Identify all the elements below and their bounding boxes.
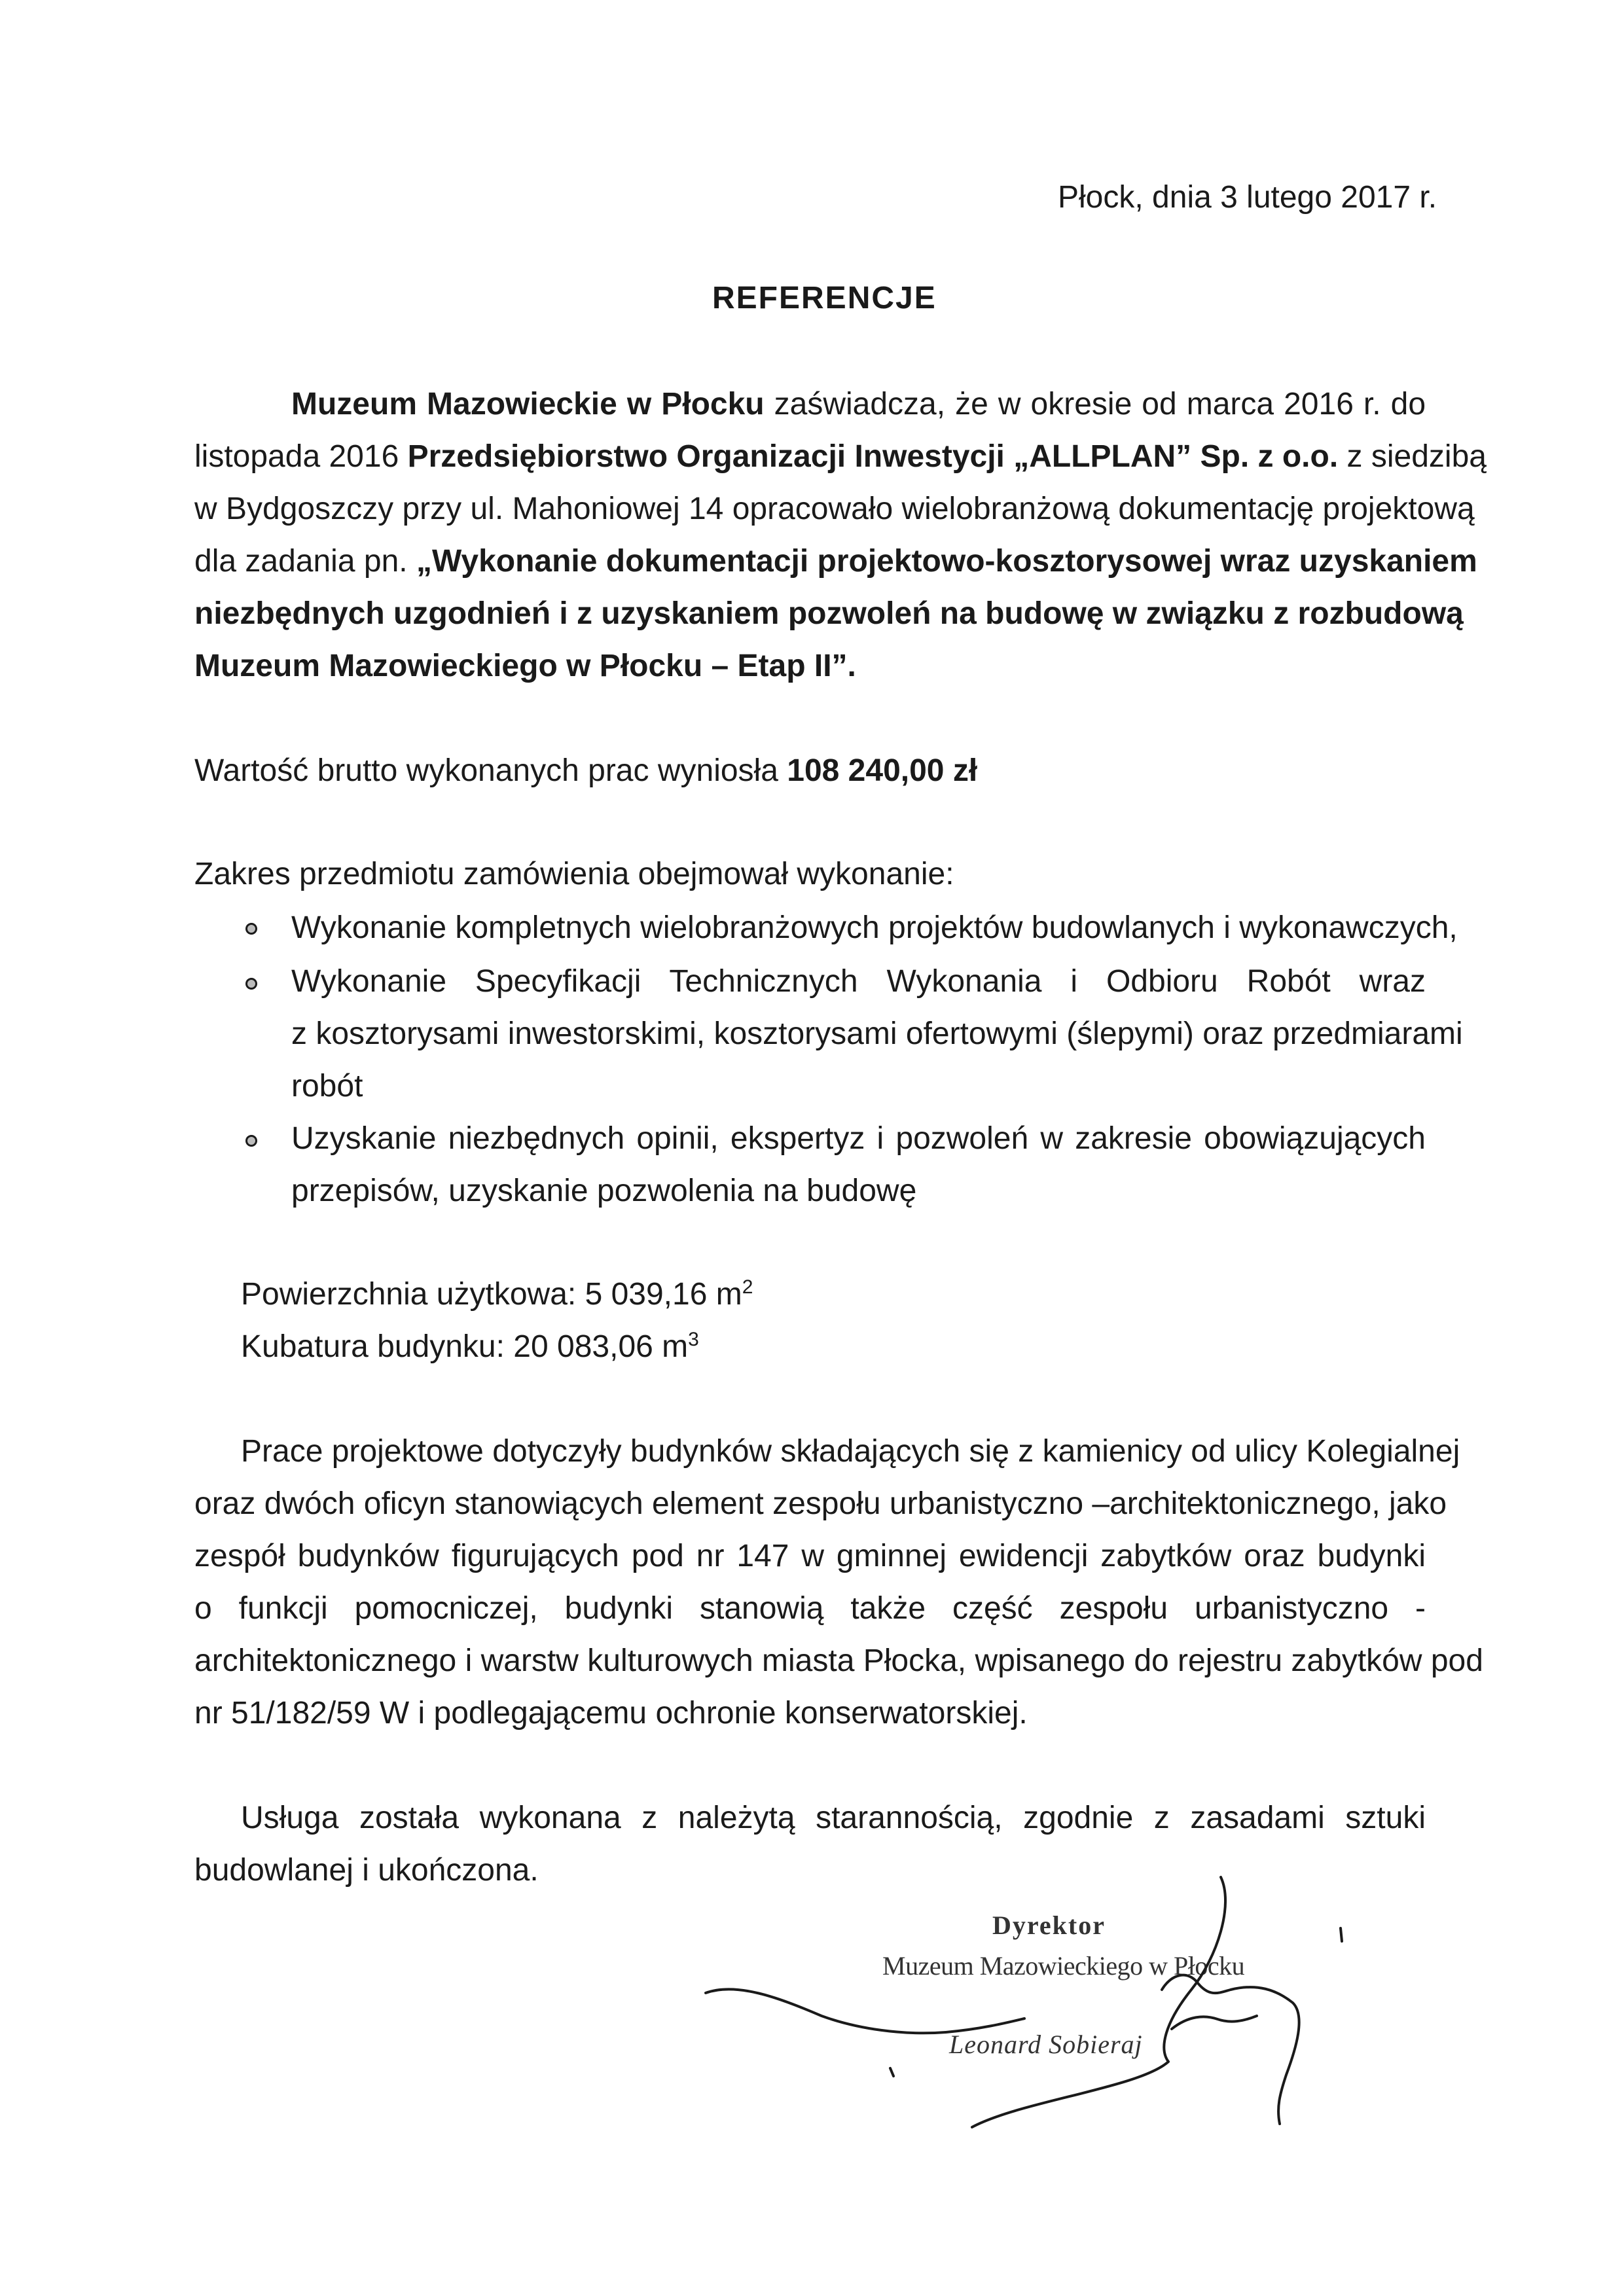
task-name: „Wykonanie dokumentacji projektowo-kosztorysowej wraz uzyskaniem (416, 544, 1477, 579)
intro-line-2: listopada 2016 Przedsiębiorstwo Organizacji Inwestycji „ALLPLAN” Sp. z o.o. z siedzibą (194, 439, 1487, 474)
closing-line-1: Usługa została wykonana z należytą starannością, zgodnie z zasadami sztuki (241, 1801, 1426, 1835)
signatory-name: Leonard Sobieraj (949, 2030, 1143, 2059)
place-date: Płock, dnia 3 lutego 2017 r. (1058, 180, 1437, 215)
scope-item-2-line-1: Wykonanie Specyfikacji Technicznych Wykonania i Odbioru Robót wraz (291, 964, 1426, 999)
scope-item-2-line-3: robót (291, 1069, 363, 1103)
contract-amount: 108 240,00 zł (787, 753, 978, 788)
works-line-1: Prace projektowe dotyczyły budynków składających się z kamienicy od ulicy Kolegialnej (241, 1434, 1460, 1469)
scope-item-2-line-2: z kosztorysami inwestorskimi, kosztorysami ofertowymi (ślepymi) oraz przedmiarami (291, 1016, 1463, 1051)
intro-line-6: Muzeum Mazowieckiego w Płocku – Etap II”. (194, 649, 856, 683)
bullet-icon (245, 978, 257, 990)
intro-line-3: w Bydgoszczy przy ul. Mahoniowej 14 opracowało wielobranżową dokumentację projektową (194, 492, 1475, 526)
scope-item-1: Wykonanie kompletnych wielobranżowych projektów budowlanych i wykonawczych, (291, 910, 1458, 945)
signatory-role: Dyrektor (992, 1910, 1106, 1940)
works-line-5: architektonicznego i warstw kulturowych miasta Płocka, wpisanego do rejestru zabytków pod (194, 1643, 1483, 1678)
intro-line-4: dla zadania pn. „Wykonanie dokumentacji projektowo-kosztorysowej wraz uzyskaniem (194, 544, 1477, 579)
scope-item-3-line-1: Uzyskanie niezbędnych opinii, ekspertyz i pozwoleń w zakresie obowiązujących (291, 1121, 1426, 1156)
company-name: Przedsiębiorstwo Organizacji Inwestycji „ALLPLAN” Sp. z o.o. (407, 439, 1339, 474)
works-line-3: zespół budynków figurujących pod nr 147 w gminnej ewidencji zabytków oraz budynki (194, 1539, 1426, 1573)
document-title: REFERENCJE (712, 281, 937, 315)
scope-heading: Zakres przedmiotu zamówienia obejmował wykonanie: (194, 857, 954, 891)
closing-line-2: budowlanej i ukończona. (194, 1853, 539, 1888)
building-volume: Kubatura budynku: 20 083,06 $m^3$ (241, 1329, 699, 1364)
bullet-icon (245, 1135, 257, 1147)
intro-line-5: niezbędnych uzgodnień i z uzyskaniem pozwoleń na budowę w związku z rozbudową (194, 596, 1464, 631)
works-line-4: o funkcji pomocniczej, budynki stanowią także część zespołu urbanistyczno - (194, 1591, 1426, 1626)
signatory-institution: Muzeum Mazowieckiego w Płocku (882, 1951, 1245, 1981)
works-line-2: oraz dwóch oficyn stanowiących element zespołu urbanistyczno –architektonicznego, jako (194, 1486, 1447, 1521)
works-line-6: nr 51/182/59 W i podlegającemu ochronie konserwatorskiej. (194, 1696, 1028, 1731)
scope-item-3-line-2: przepisów, uzyskanie pozwolenia na budowę (291, 1174, 917, 1208)
museum-name: Muzeum Mazowieckie w Płocku (291, 387, 765, 422)
intro-line-1: Muzeum Mazowieckie w Płocku zaświadcza, że w okresie od marca 2016 r. do (291, 387, 1426, 422)
bullet-icon (245, 923, 257, 935)
usable-area: Powierzchnia użytkowa: 5 039,16 $m^2$ (241, 1276, 753, 1312)
contract-value: Wartość brutto wykonanych prac wyniosła 108 240,00 zł (194, 753, 978, 788)
